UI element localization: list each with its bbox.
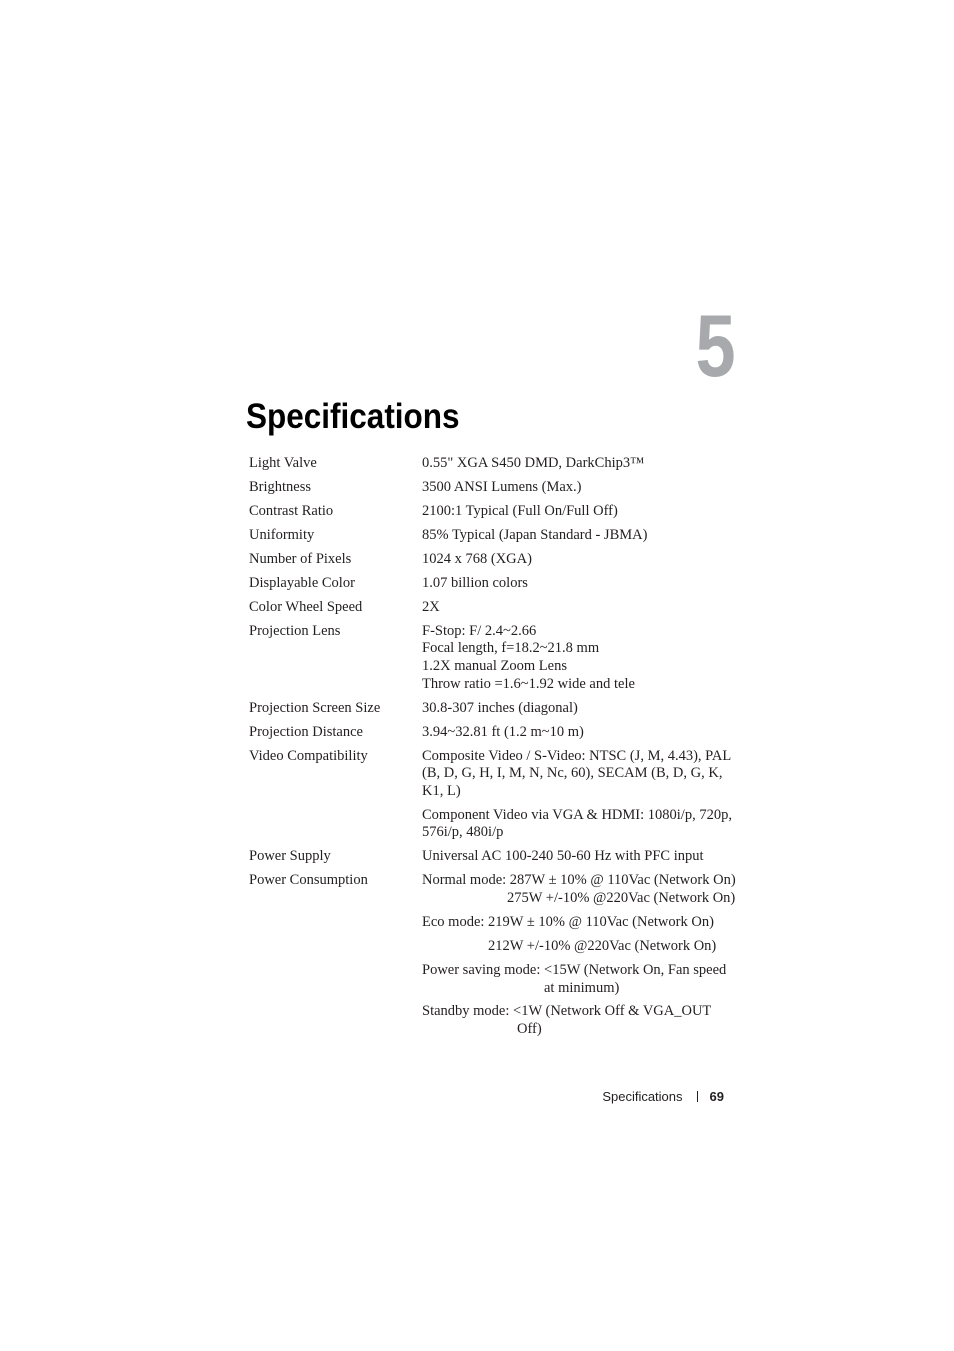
spec-row-contrast-ratio — [249, 503, 739, 521]
spec-value-line: 1.2X manual Zoom Lens — [422, 658, 567, 675]
spec-value: 85% Typical (Japan Standard - JBMA) — [422, 526, 648, 543]
spec-value: 1024 x 768 (XGA) — [422, 550, 532, 567]
power-eco-mode — [422, 914, 739, 932]
spec-value-line: Throw ratio =1.6~1.92 wide and tele — [422, 675, 635, 692]
spec-value-line: 212W +/-10% @220Vac (Network On) — [488, 937, 717, 954]
footer-section-title: Specifications — [602, 1089, 683, 1104]
spec-row-projection-distance — [249, 724, 739, 742]
spec-table — [249, 455, 739, 1045]
spec-label: Projection Screen Size — [249, 699, 381, 716]
spec-value — [422, 872, 739, 1038]
page-number: 69 — [709, 1089, 724, 1104]
power-normal-mode — [422, 872, 739, 907]
spec-value-line: Normal mode: 287W ± 10% @ 110Vac (Network On) — [422, 872, 736, 889]
spec-row-brightness — [249, 479, 739, 497]
spec-value: Universal AC 100-240 50-60 Hz with PFC input — [422, 848, 704, 865]
footer-divider — [697, 1091, 698, 1102]
spec-row-displayable-color — [249, 575, 739, 593]
page-footer — [560, 1087, 724, 1107]
spec-row-number-of-pixels — [249, 551, 739, 569]
spec-value — [422, 623, 739, 693]
spec-value-line: Standby mode: <1W (Network Off & VGA_OUT — [422, 1003, 712, 1020]
chapter-number: 5 — [695, 296, 734, 395]
spec-label: Displayable Color — [249, 574, 355, 591]
spec-row-video-compatibility — [249, 748, 739, 842]
spec-row-projection-lens — [249, 623, 739, 693]
spec-value: 1.07 billion colors — [422, 574, 528, 591]
page-title: Specifications — [246, 397, 460, 436]
spec-value: 3500 ANSI Lumens (Max.) — [422, 478, 582, 495]
spec-label: Projection Distance — [249, 723, 363, 740]
spec-label: Power Supply — [249, 848, 331, 865]
spec-value: 2X — [422, 598, 440, 615]
spec-label: Power Consumption — [249, 872, 368, 889]
spec-label: Video Compatibility — [249, 747, 368, 764]
power-saving-mode — [422, 962, 739, 997]
power-standby-mode — [422, 1003, 739, 1038]
spec-label: Number of Pixels — [249, 550, 352, 567]
spec-row-power-supply — [249, 848, 739, 866]
spec-value: 3.94~32.81 ft (1.2 m~10 m) — [422, 723, 584, 740]
spec-label: Light Valve — [249, 455, 317, 471]
spec-value-composite: Composite Video / S-Video: NTSC (J, M, 4.43), PAL (B, D, G, H, I, M, N, Nc, 60), SECAM (B, D, G, K, K1, L) — [422, 747, 731, 799]
spec-row-color-wheel-speed — [249, 599, 739, 617]
spec-label: Contrast Ratio — [249, 502, 334, 519]
spec-row-light-valve — [249, 455, 739, 473]
spec-value-line: F-Stop: F/ 2.4~2.66 — [422, 622, 537, 639]
spec-row-uniformity — [249, 527, 739, 545]
power-eco-mode-220 — [422, 938, 739, 956]
spec-value-line: Power saving mode: <15W (Network On, Fan speed — [422, 961, 727, 978]
spec-value-line: Off) — [517, 1021, 542, 1038]
spec-value-line: at minimum) — [544, 979, 620, 996]
spec-label: Brightness — [249, 478, 312, 495]
spec-value-component: Component Video via VGA & HDMI: 1080i/p, 720p, 576i/p, 480i/p — [422, 806, 732, 841]
spec-label: Uniformity — [249, 526, 315, 543]
spec-value: 0.55" XGA S450 DMD, DarkChip3™ — [422, 455, 645, 471]
spec-value — [422, 748, 739, 842]
spec-label: Color Wheel Speed — [249, 598, 363, 615]
spec-value-line: Eco mode: 219W ± 10% @ 110Vac (Network On) — [422, 913, 714, 930]
spec-row-power-consumption — [249, 872, 739, 1038]
spec-value-line: Focal length, f=18.2~21.8 mm — [422, 640, 600, 657]
spec-row-projection-screen-size — [249, 700, 739, 718]
spec-value: 2100:1 Typical (Full On/Full Off) — [422, 502, 618, 519]
spec-value: 30.8-307 inches (diagonal) — [422, 699, 578, 716]
spec-label: Projection Lens — [249, 622, 341, 639]
spec-value-line: 275W +/-10% @220Vac (Network On) — [507, 889, 736, 906]
